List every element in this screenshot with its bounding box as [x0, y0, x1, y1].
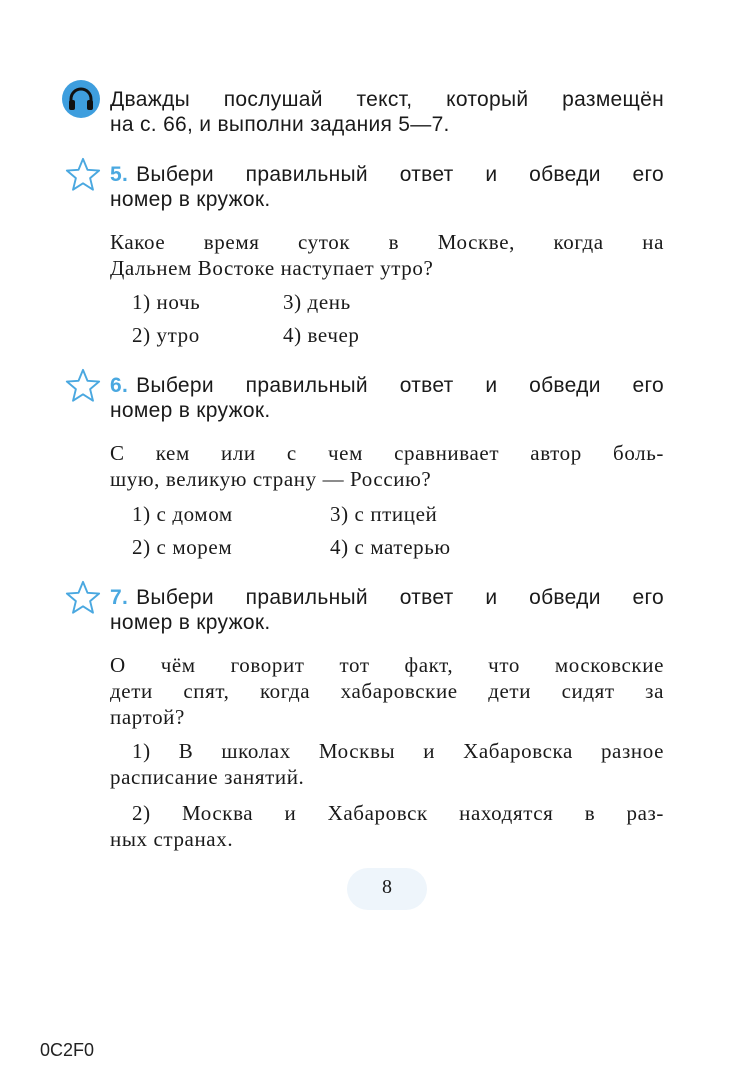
task-6-question: С кем или с чем сравнивает автор боль- шую, великую страну — Россию?: [110, 441, 664, 491]
task-5-option-4[interactable]: 4) вечер: [283, 323, 360, 347]
task-7-number: 7.: [110, 586, 129, 609]
task-6-option-3[interactable]: 3) с птицей: [330, 502, 438, 526]
task-7-answer-1-cont[interactable]: расписание занятий.: [110, 765, 305, 789]
task-6-number: 6.: [110, 374, 129, 397]
task-7-instruction: 7. Выбери правильный ответ и обведи его номер в кружок.: [110, 586, 664, 634]
task-6-option-1[interactable]: 1) с домом: [132, 502, 233, 526]
task-6-option-2[interactable]: 2) с морем: [132, 535, 233, 559]
task-7-answer-2[interactable]: 2) Москва и Хабаровск находятся в раз-: [132, 801, 664, 825]
task-5-number: 5.: [110, 163, 129, 186]
task-5-option-1[interactable]: 1) ночь: [132, 290, 201, 314]
task-7-answer-2-cont[interactable]: ных странах.: [110, 827, 234, 851]
page-number: 8: [382, 876, 392, 898]
star-outline-icon: [64, 156, 102, 194]
task-5-option-3[interactable]: 3) день: [283, 290, 351, 314]
task-5-question: Какое время суток в Москве, когда на Дальнем Востоке наступает утро?: [110, 230, 664, 280]
task-7-answer-1[interactable]: 1) В школах Москвы и Хабаровска разное: [132, 739, 664, 763]
task-5-option-2[interactable]: 2) утро: [132, 323, 200, 347]
task-6-option-4[interactable]: 4) с матерью: [330, 535, 451, 559]
headphones-icon: [62, 80, 100, 118]
task-5-instruction: 5. Выбери правильный ответ и обведи его номер в кружок.: [110, 163, 664, 211]
star-outline-icon: [64, 579, 102, 617]
page-code: 0C2F0: [40, 1040, 95, 1060]
intro-text: [110, 87, 664, 137]
task-7-question: О чём говорит тот факт, что московские дети спят, когда хабаровские дети сидят за партой?: [110, 653, 664, 729]
star-outline-icon: [64, 367, 102, 405]
intro-line-2: на с. 66, и выполни задания 5—7.: [110, 113, 450, 136]
task-6-instruction: 6. Выбери правильный ответ и обведи его номер в кружок.: [110, 374, 664, 422]
intro-line-1: Дважды послушай текст, который размещён: [110, 88, 664, 111]
